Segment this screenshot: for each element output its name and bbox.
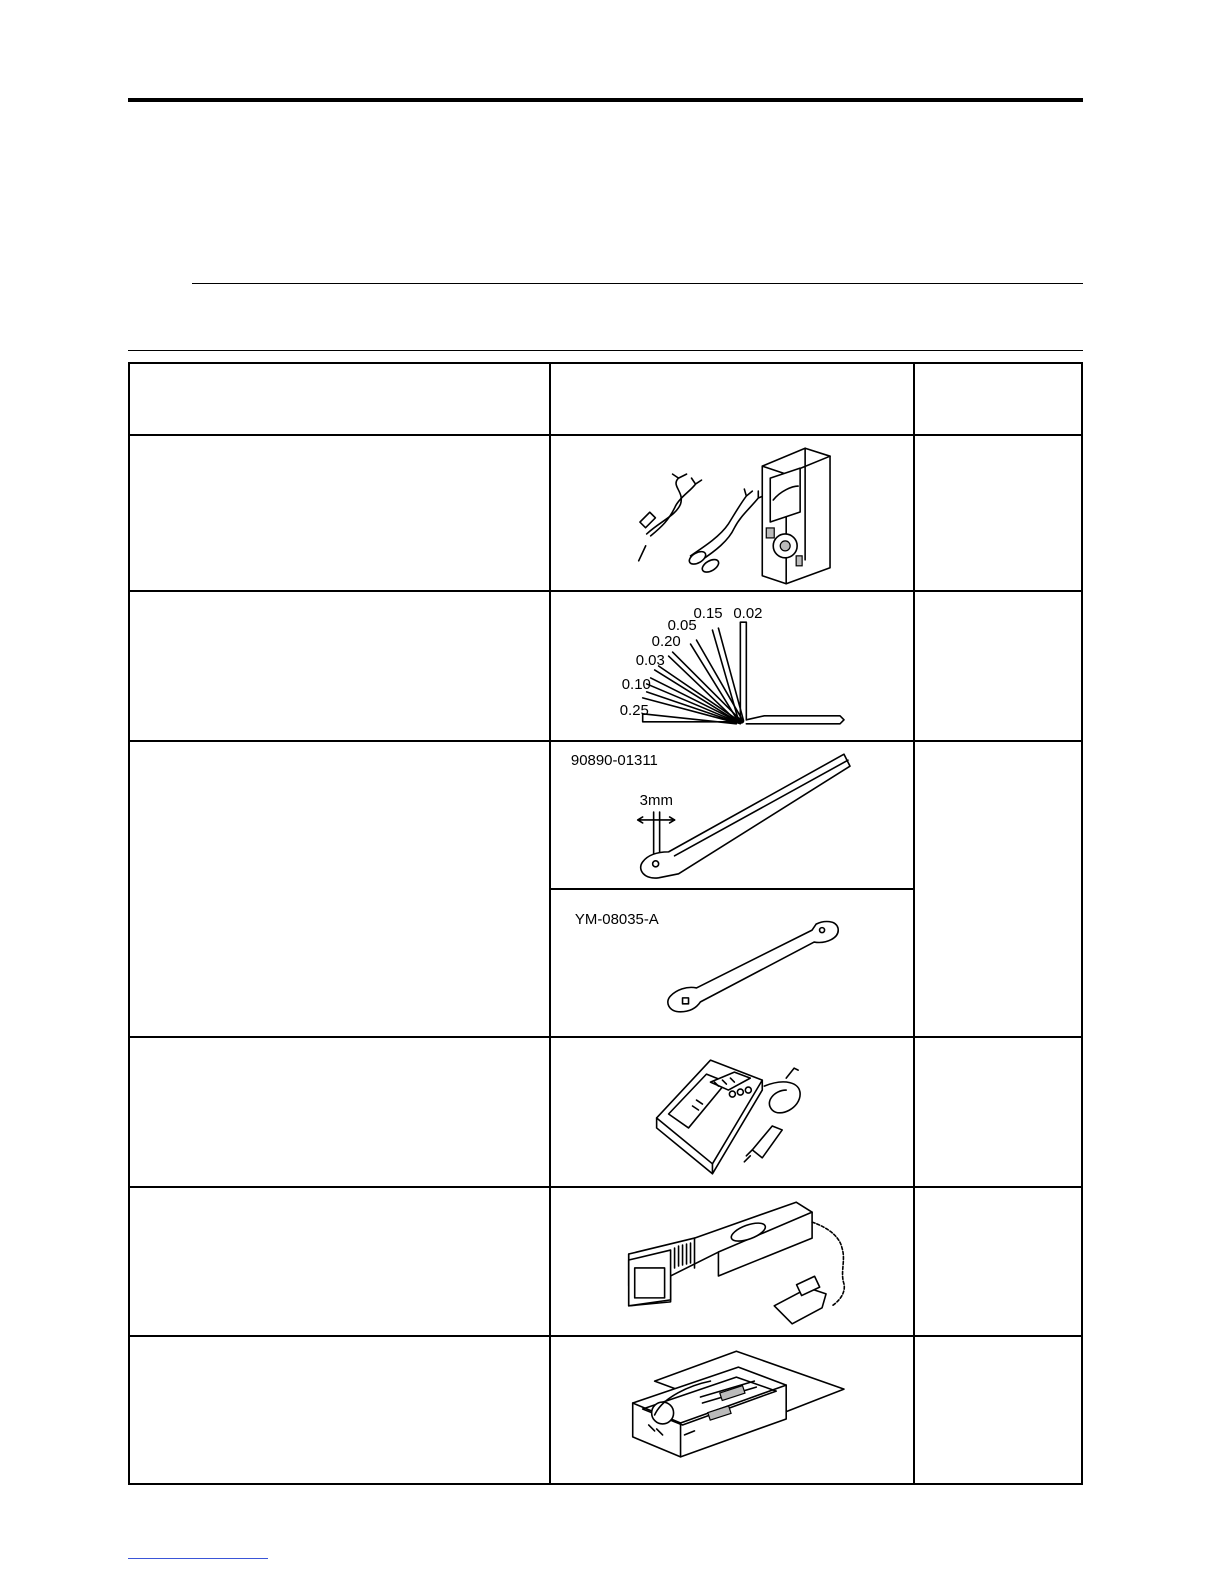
description-cell xyxy=(129,741,550,1037)
header-rule xyxy=(128,98,1083,102)
table-row xyxy=(129,591,1082,741)
wrench-dimension-label: 3mm xyxy=(639,792,673,810)
illustration-cell xyxy=(550,741,914,889)
table-row xyxy=(129,1037,1082,1187)
part-number-cell xyxy=(914,591,1082,741)
wrench-icon xyxy=(551,742,913,888)
feeler-label: 0.10 xyxy=(621,675,651,693)
header-cell-description xyxy=(129,363,550,435)
part-number-cell xyxy=(914,1037,1082,1187)
feeler-label: 0.05 xyxy=(667,617,697,635)
feeler-label: 0.25 xyxy=(619,701,649,719)
description-cell xyxy=(129,1187,550,1336)
feeler-label: 0.15 xyxy=(693,605,723,623)
illustration-cell xyxy=(550,889,914,1037)
timing-light-icon xyxy=(551,1188,913,1335)
description-cell xyxy=(129,435,550,591)
table-row xyxy=(129,741,1082,889)
section-divider xyxy=(192,283,1083,284)
description-cell xyxy=(129,591,550,741)
table-top-rule xyxy=(128,350,1083,351)
illustration-cell xyxy=(550,1336,914,1484)
part-number-cell xyxy=(914,1187,1082,1336)
table-row xyxy=(129,1336,1082,1484)
special-tools-table xyxy=(128,362,1083,1485)
wrench-part-number: YM-08035-A xyxy=(574,911,659,929)
illustration-cell xyxy=(550,435,914,591)
wrench-part-number: 90890-01311 xyxy=(570,752,658,770)
feeler-label: 0.02 xyxy=(733,605,763,623)
illustration-cell xyxy=(550,1037,914,1187)
footer-link-underline[interactable] xyxy=(128,1558,268,1559)
tachometer-icon xyxy=(551,1038,913,1186)
feeler-label: 0.20 xyxy=(651,633,681,651)
table-row xyxy=(129,435,1082,591)
wrench-icon xyxy=(551,890,913,1036)
description-cell xyxy=(129,1336,550,1484)
header-cell-part-number xyxy=(914,363,1082,435)
pocket-tester-icon xyxy=(551,436,913,590)
illustration-cell xyxy=(550,1187,914,1336)
part-number-cell xyxy=(914,1336,1082,1484)
header-cell-illustration xyxy=(550,363,914,435)
feeler-gauge-set-icon xyxy=(551,592,913,740)
part-number-cell xyxy=(914,741,1082,1037)
part-number-cell xyxy=(914,435,1082,591)
table-row xyxy=(129,1187,1082,1336)
description-cell xyxy=(129,1037,550,1187)
table-header-row xyxy=(129,363,1082,435)
illustration-cell xyxy=(550,591,914,741)
compression-gauge-kit-icon xyxy=(551,1337,913,1483)
feeler-label: 0.03 xyxy=(635,652,665,670)
